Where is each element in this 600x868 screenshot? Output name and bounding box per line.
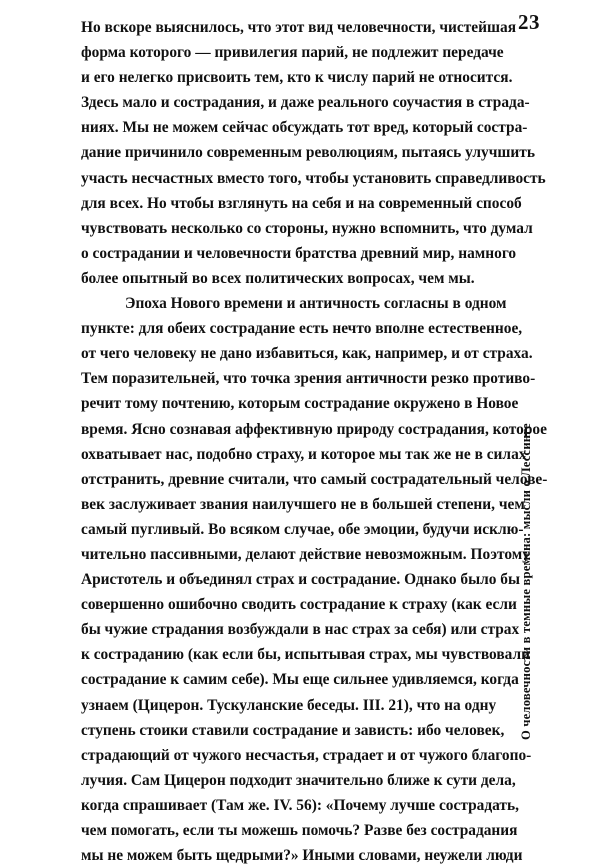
text-line: пункте: для обеих сострадание есть нечто вполне естественное, <box>81 320 523 338</box>
text-line: Но вскоре выяснилось, что этот вид человечности, чистейшая <box>81 19 517 36</box>
text-line: чительно пассивными, делают действие невозможным. Поэтому <box>81 545 530 563</box>
text-line: страдающий от чужого несчастья, страдает и от чужого благопо- <box>81 746 532 764</box>
text-line: охватывает нас, подобно страху, и которое мы так же не в силах <box>81 445 527 463</box>
text-line: бы чужие страдания возбуждали в нас страх за себя) или страх <box>81 621 520 639</box>
text-line: чувствовать несколько со стороны, нужно вспомнить, что думал <box>81 219 533 237</box>
paragraph-start-line: Эпоха Нового времени и античность согласны в одном <box>125 295 507 313</box>
text-line: от чего человеку не дано избавиться, как, например, и от страха. <box>81 345 533 363</box>
text-line: Тем поразительней, что точка зрения античности резко противо- <box>81 370 536 388</box>
text-line: чем помогать, если ты можешь помочь? Разве без сострадания <box>81 822 518 839</box>
text-line: Здесь мало и сострадания, и даже реального соучастия в страда- <box>81 94 530 112</box>
text-line: и его нелегко присвоить тем, кто к числу парий не относится. <box>81 69 513 87</box>
text-line: отстранить, древние считали, что самый сострадательный челове- <box>81 470 548 488</box>
text-line: ниях. Мы не можем сейчас обсуждать тот вред, который состра- <box>81 119 528 137</box>
page-number: 23 <box>518 10 540 34</box>
text-line: ступень стоики ставили сострадание и зависть: ибо человек, <box>81 721 505 739</box>
text-line: о сострадании и человечности братства древний мир, намного <box>81 244 517 262</box>
text-line: узнаем (Цицерон. Тускуланские беседы. III. 21), что на одну <box>81 696 497 714</box>
text-line: самый пугливый. Во всяком случае, обе эмоции, будучи исклю- <box>81 520 524 538</box>
text-line: век заслуживает звания наилучшего не в большей степени, чем <box>81 495 525 513</box>
running-head: О человечности в темные времена: мысли о Лессинге <box>519 423 533 740</box>
text-line: дание причинило современным революциям, пытаясь улучшить <box>81 144 535 162</box>
text-line: совершенно ошибочно сводить сострадание к страху (как если <box>81 596 517 614</box>
text-line: для всех. Но чтобы взглянуть на себя и на современный способ <box>81 194 522 212</box>
text-line: участь несчастных вместо того, чтобы установить справедливость <box>81 169 546 187</box>
text-line: мы не можем быть щедрыми?» Иными словами, неужели люди <box>81 847 523 865</box>
text-line: к состраданию (как если бы, испытывая страх, мы чувствовали <box>81 646 531 664</box>
text-line: сострадание к самим себе). Мы еще сильнее удивляемся, когда <box>81 671 519 689</box>
text-line: когда спрашивает (Там же. IV. 56): «Почему лучше сострадать, <box>81 796 519 814</box>
text-line: лучия. Сам Цицерон подходит значительно ближе к сути дела, <box>81 771 516 789</box>
text-line: речит тому почтению, которым сострадание окружено в Новое <box>81 395 519 413</box>
text-line: более опытный во всех политических вопросах, чем мы. <box>81 269 475 287</box>
text-line: форма которого — привилегия парий, не подлежит передаче <box>81 44 504 62</box>
text-line: время. Ясно сознавая аффективную природу сострадания, которое <box>81 420 547 438</box>
text-line: Аристотель и объединял страх и сострадание. Однако было бы <box>81 571 521 589</box>
